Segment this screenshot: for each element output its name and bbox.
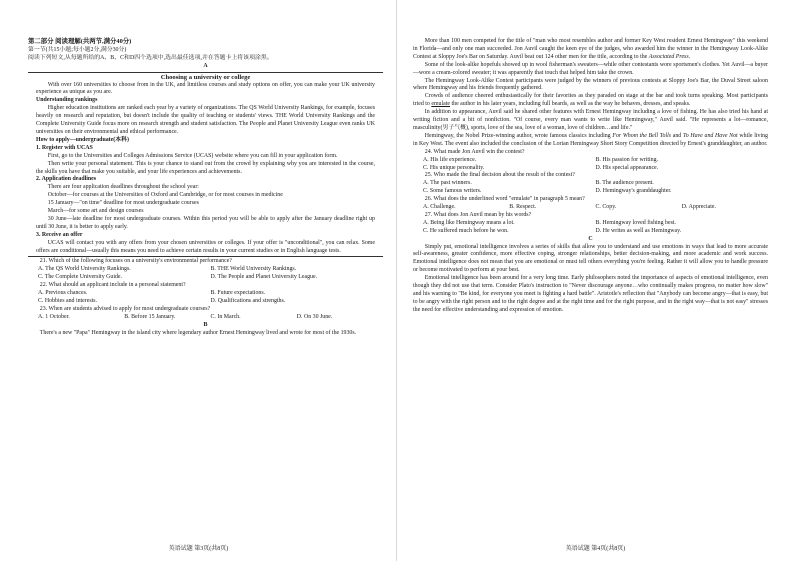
passage-c-p1: Simply put, emotional intelligence involves a series of skills that allow you to understand and use emotions in ways that lead to more accurate self-awareness, greater confidence, more effective coping, stronger relationships, better decision-making, and more academic and work success. Emotional intelligence does not mean that you are emotional or must tell others everything you're feeling. Rather it will allow you to handle pressure or become motivated to perform at your best. — [413, 243, 768, 274]
passage-a-p9: 30 June—late deadline for most undergraduate courses. Within this period you will be able to apply after the January deadline right up until 30 June, it is better to apply early. — [36, 215, 375, 230]
passage-a-p1: With over 160 universities to choose from in the UK, and limitless courses and study options on offer, you can make your UK university experience as unique as you are. — [36, 81, 375, 96]
instruction: 阅读下列短文,从每题所给的A、B、C和D四个选项中,选出最佳选项,并在答题卡上将该项涂黑。 — [28, 54, 273, 61]
passage-a-box — [28, 72, 383, 258]
passage-b-p1: More than 100 men competed for the title of "man who most resembles author and former Key West resident Ernest Hemingway" this weekend in Florida—and only one man succeeded. Jon Auvil caught the keen eye of the judges, who awarded him the winner in the Hemingway Look-Alike Contest at Sloppy Joe's Bar on Saturday. Auvil beat out 124 other men for the title, according to the Associated Press. — [413, 38, 768, 60]
option-a: A. Challenge. — [423, 204, 456, 211]
option-b: B. Hemingway loved fishing best. — [595, 219, 676, 226]
passage-a-p2: Higher education institutions are ranked each year by a variety of organizations. The QS World University Rankings, for example, focuses heavily on research and reputation, but doesn't include the quality of teaching or students' views. THE World University Rankings and the Complete University Guide focus more on research strength and student satisfaction. The People and Planet University League even ranks UK universities on their environmental and ethical performance. — [36, 105, 375, 135]
option-d: D. Appreciate. — [681, 204, 716, 211]
option-b: B. Before 15 January. — [124, 313, 176, 320]
passage-a-p3: First, go to the Universities and Colleges Admissions Service (UCAS) website where you can fill in your application form. — [47, 152, 338, 159]
section-subtitle: 第一节(共15小题;每小题2分,满分30分) — [28, 46, 127, 53]
section-title: 第二部分 阅读理解(共两节,满分40分) — [28, 38, 132, 45]
question-22 — [28, 282, 383, 306]
option-d: D. The People and Planet University League. — [210, 274, 318, 281]
right-page — [397, 0, 794, 561]
question-27 — [413, 212, 768, 236]
passage-a-title: Choosing a university or college — [160, 73, 251, 81]
question-stem: 26. What does the underlined word "emulate" in paragraph 5 mean? — [424, 196, 585, 203]
question-21 — [28, 258, 383, 282]
book-title-1: For Whom the Bell Tolls — [612, 132, 672, 139]
passage-b-p4-pre: Crowds of audience cheered enthusiastically for their favorites as they paraded on stage at the bar and took turns speaking. Most participants tried to — [413, 93, 768, 108]
passage-a-p5: There are four application deadlines throughout the school year: — [47, 184, 199, 191]
option-a: A. The past winners. — [423, 180, 472, 187]
passage-b-p6-pre: Hemingway, the Nobel Prize-winning author, wrote famous classics including — [424, 132, 611, 139]
option-b: B. Future expectations. — [210, 290, 266, 297]
option-a: A. His life experience. — [423, 156, 477, 163]
passage-b-p3: The Hemingway Look-Alike Contest participants were judged by the winners of previous contests at Sloppy Joe's Bar, the Duval Street saloon where Hemingway and his friends frequently gathered. — [413, 77, 768, 92]
options — [413, 180, 768, 196]
option-b: B. Respect. — [509, 204, 537, 211]
passage-c-label: C — [588, 235, 593, 242]
options — [28, 290, 383, 306]
passage-a-p10: UCAS will contact you with any offers from your chosen universities or colleges. If your offer is "unconditional", you can relax. Some offers are conditional—usually this means you need to achieve certain results in your current studies or in English language tests. — [36, 239, 375, 254]
option-b: B. The audience present. — [595, 180, 654, 187]
options — [28, 266, 383, 282]
option-a: A. 1 October. — [38, 313, 70, 320]
option-a: A. Being like Hemingway means a lot. — [423, 219, 515, 226]
passage-b-p6-post: while living in Key West. The event also included the conclusion of the Lorian Hemingway Short Story Competition directed by Ernest's granddaughter, an author. — [413, 132, 768, 147]
passage-b-p4 — [413, 93, 768, 109]
option-c: C. Some famous writers. — [423, 188, 482, 195]
conjunction: and — [672, 132, 682, 139]
question-stem: 24. What made Jon Auvil win the contest? — [424, 148, 525, 155]
option-c: C. The Complete University Guide. — [38, 274, 122, 281]
question-25 — [413, 172, 768, 196]
question-24 — [413, 149, 768, 173]
option-d: D. His special appearance. — [595, 164, 659, 171]
option-c: C. Hobbies and interests. — [38, 298, 98, 304]
question-23 — [28, 306, 383, 322]
question-stem: 25. Who made the final decision about the result of the contest? — [424, 172, 575, 179]
option-d: D. On 30 June. — [296, 313, 333, 320]
passage-b-p2: Some of the look-alike hopefuls showed up in wool fisherman's sweaters—while other contestants wore sportsmen's clothes. Yet Auvil—a buyer—wore a cream-colored sweater; it was apparently that touch that helped him take the crown. — [413, 61, 768, 76]
option-c: C. Copy. — [595, 204, 617, 211]
underlined-word-emulate: emulate — [431, 101, 450, 108]
passage-b-label: B — [203, 321, 208, 328]
passage-b-p1-text: More than 100 men competed for the title of "man who most resembles author and former Key West resident Ernest Hemingway" this weekend in Florida—and only one man succeeded. Jon Auvil caught the keen eye of the judges, who awarded him the winner in the Hemingway Look-Alike Contest at Sloppy Joe's Bar on Saturday. Auvil beat out 124 other men for the title, according to the — [413, 38, 768, 60]
question-stem: 22. What should an applicant include in a personal statement? — [39, 282, 186, 289]
question-stem: 23. When are students advised to apply for most undergraduate courses? — [39, 305, 211, 312]
options — [28, 314, 383, 322]
option-c: C. He suffered much before he won. — [423, 227, 509, 234]
question-26 — [413, 196, 768, 212]
passage-a-heading-offer: 3. Receive an offer — [36, 231, 83, 238]
options — [413, 157, 768, 173]
option-d: D. Qualifications and strengths. — [210, 298, 286, 304]
options — [413, 204, 768, 212]
passage-a-p8: March—for some art and design courses — [47, 208, 144, 215]
option-c: C. In March. — [210, 313, 241, 320]
question-stem: 27. What does Jon Auvil mean by his words? — [424, 211, 532, 218]
passage-a-p6: October—for courses at the Universities of Oxford and Cambridge, or for most courses in medicine — [47, 192, 283, 199]
option-d: D. He writes as well as Hemingway. — [595, 227, 682, 234]
passage-b-p5: In addition to appearance, Auvil said he shared other features with Ernest Hemingway including a love of fishing. He has also tried his hand at writing fiction and a bit of nonfiction. "Of course, every man wants to write like Hemingway," Auvil said. "He represents a lot—romance, masculinity(男子气概), sports, love of the sea, love of a woman, love of children…and life." — [413, 109, 768, 131]
passage-b-p6 — [413, 133, 768, 149]
passage-a-p7: 15 January—"on time" deadline for most undergraduate courses — [47, 200, 199, 207]
passage-a-p4: Then write your personal statement. This is your chance to stand out from the crowd by explaining why you are interested in the course, the skills you have that make you suitable, and your life experiences and achievements. — [36, 160, 375, 175]
option-a: A. Previous chances. — [38, 290, 88, 297]
passage-c-p2: Emotional intelligence has been around for a very long time. Early philosophers noted the importance of aspects of emotional intelligence, even though they did not use that term. Consider Plato's instruction to "Never discourage anyone…who continually makes progress, no matter how slow" and his warning to "Be kind, for everyone you meet is fighting a hard battle". Aristotle's reflection that "Anybody can become angry—that is easy, but to be angry with the right person and to the right degree and at the right time and for the right purpose, and in the right way—that is not easy" stresses the need for effective understanding and expression of emotion. — [413, 275, 768, 313]
option-d: D. Hemingway's granddaughter. — [595, 188, 672, 195]
option-b: B. His passion for writing. — [595, 156, 659, 163]
passage-a-heading-rankings: Understanding rankings — [36, 97, 98, 104]
passage-a-heading-register: 1. Register with UCAS — [36, 144, 93, 151]
option-c: C. His unique personality. — [423, 164, 485, 171]
option-a: A. The QS World University Rankings. — [38, 266, 131, 273]
source-name: Associated Press — [648, 53, 689, 60]
book-title-2: To Have and Have Not — [682, 132, 738, 139]
passage-b-intro: There's a new "Papa" Hemingway in the island city where legendary author Ernest Hemingway lived and wrote for most of the 1930s. — [39, 329, 357, 336]
passage-a-label: A — [203, 62, 208, 69]
option-b: B. THE World University Rankings. — [210, 266, 297, 273]
options — [413, 220, 768, 236]
question-stem: 21. Which of the following focuses on a university's environmental performance? — [39, 258, 232, 265]
page-footer-left: 英语试题 第3页(共8页) — [168, 546, 229, 553]
passage-a-heading-deadlines: 2. Application deadlines — [36, 176, 97, 183]
passage-a-heading-apply: How to apply—undergraduate(本科) — [36, 136, 129, 143]
page-footer-right: 英语试题 第4页(共8页) — [565, 546, 626, 553]
passage-b-p4-post: the author in his later years, including full beards, as well as the way he behaves, dresses, and speaks. — [451, 101, 691, 108]
